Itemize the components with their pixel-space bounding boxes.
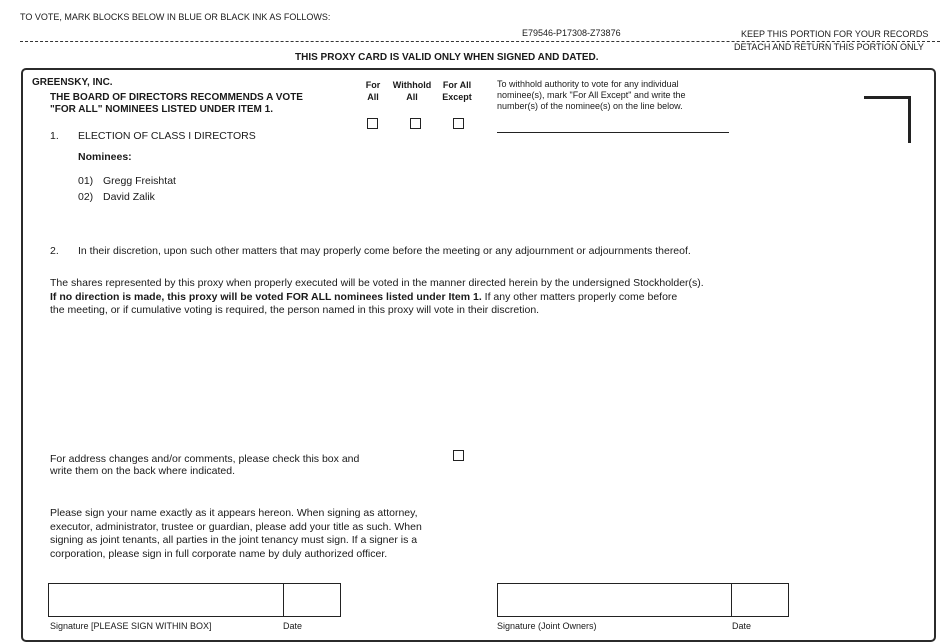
- validity-notice: THIS PROXY CARD IS VALID ONLY WHEN SIGNED AND DATED.: [295, 52, 599, 63]
- signing-line4: corporation, please sign in full corporate name by duly authorized officer.: [50, 547, 388, 560]
- corner-mark: [864, 96, 911, 143]
- signature-date-divider: [283, 584, 284, 616]
- signing-line2: executor, administrator, trustee or guardian, please add your title as such. When: [50, 520, 422, 533]
- nominee-01-number: 01): [78, 175, 94, 187]
- signature-label: Signature [PLEASE SIGN WITHIN BOX]: [50, 621, 212, 631]
- withhold-instructions: [497, 79, 734, 112]
- date-label: Date: [283, 621, 303, 631]
- address-change-text: [50, 453, 359, 477]
- signing-instructions: [50, 507, 422, 561]
- control-number: E79546-P17308-Z73876: [522, 28, 621, 38]
- board-recommendation-line1: THE BOARD OF DIRECTORS RECOMMENDS A VOTE: [50, 92, 303, 103]
- withhold-instructions-line1: To withhold authority to vote for any individual: [497, 79, 679, 89]
- for-all-except-header: [437, 79, 477, 103]
- for-all-header-line2: All: [367, 92, 379, 102]
- for-all-header-line1: For: [365, 80, 381, 90]
- item2-text: In their discretion, upon such other matters that may properly come before the meeting or any adjournment or adjournments thereof.: [78, 245, 691, 257]
- vote-instruction: TO VOTE, MARK BLOCKS BELOW IN BLUE OR BLACK INK AS FOLLOWS:: [20, 12, 331, 22]
- for-all-checkbox[interactable]: [367, 118, 378, 129]
- nominee-number-line[interactable]: [497, 132, 729, 133]
- item1-number: 1.: [50, 130, 59, 142]
- withhold-all-header: [388, 79, 436, 103]
- board-recommendation-line2: "FOR ALL" NOMINEES LISTED UNDER ITEM 1.: [50, 104, 274, 115]
- withhold-instructions-line2: nominee(s), mark "For All Except" and write the: [497, 90, 686, 100]
- for-all-header: [360, 79, 386, 103]
- joint-signature-date-divider: [731, 584, 732, 616]
- address-line2: write them on the back where indicated.: [50, 465, 236, 477]
- company-name: GREENSKY, INC.: [32, 77, 113, 88]
- address-line1: For address changes and/or comments, please check this box and: [50, 453, 360, 465]
- address-change-checkbox[interactable]: [453, 450, 464, 461]
- withhold-all-checkbox[interactable]: [410, 118, 421, 129]
- except-header-line2: Except: [442, 92, 472, 102]
- shares-paragraph: [50, 277, 820, 318]
- nominee-01-name: Gregg Freishtat: [103, 175, 176, 187]
- shares-bold-text: If no direction is made, this proxy will be voted FOR ALL nominees listed under Item 1.: [50, 290, 482, 303]
- withhold-header-line2: All: [406, 92, 418, 102]
- shares-line1: The shares represented by this proxy when properly executed will be voted in the manner directed herein by the undersigned Stockholder(s).: [50, 277, 704, 289]
- shares-line2: [50, 291, 820, 305]
- signing-line1: Please sign your name exactly as it appears hereon. When signing as attorney,: [50, 507, 418, 519]
- shares-line3: the meeting, or if cumulative voting is required, the person named in this proxy will vote in their discretion.: [50, 304, 540, 316]
- signature-box[interactable]: [48, 583, 341, 617]
- keep-portion-label: KEEP THIS PORTION FOR YOUR RECORDS: [741, 29, 929, 39]
- item2-number: 2.: [50, 245, 59, 257]
- signing-line3: signing as joint tenants, all parties in the joint tenancy must sign. If a signer is a: [50, 534, 418, 546]
- joint-signature-label: Signature (Joint Owners): [497, 621, 597, 631]
- shares-rest-text: If any other matters properly come before: [481, 290, 678, 303]
- item1-label: ELECTION OF CLASS I DIRECTORS: [78, 130, 256, 142]
- joint-date-label: Date: [732, 621, 752, 631]
- nominee-02-number: 02): [78, 191, 94, 203]
- detach-portion-label: DETACH AND RETURN THIS PORTION ONLY: [734, 42, 924, 52]
- joint-signature-box[interactable]: [497, 583, 789, 617]
- nominees-heading: Nominees:: [78, 151, 132, 163]
- for-all-except-checkbox[interactable]: [453, 118, 464, 129]
- nominee-02-name: David Zalik: [103, 191, 155, 203]
- withhold-instructions-line3: number(s) of the nominee(s) on the line below.: [497, 101, 683, 111]
- withhold-header-line1: Withhold: [392, 80, 432, 90]
- except-header-line1: For All: [442, 80, 472, 90]
